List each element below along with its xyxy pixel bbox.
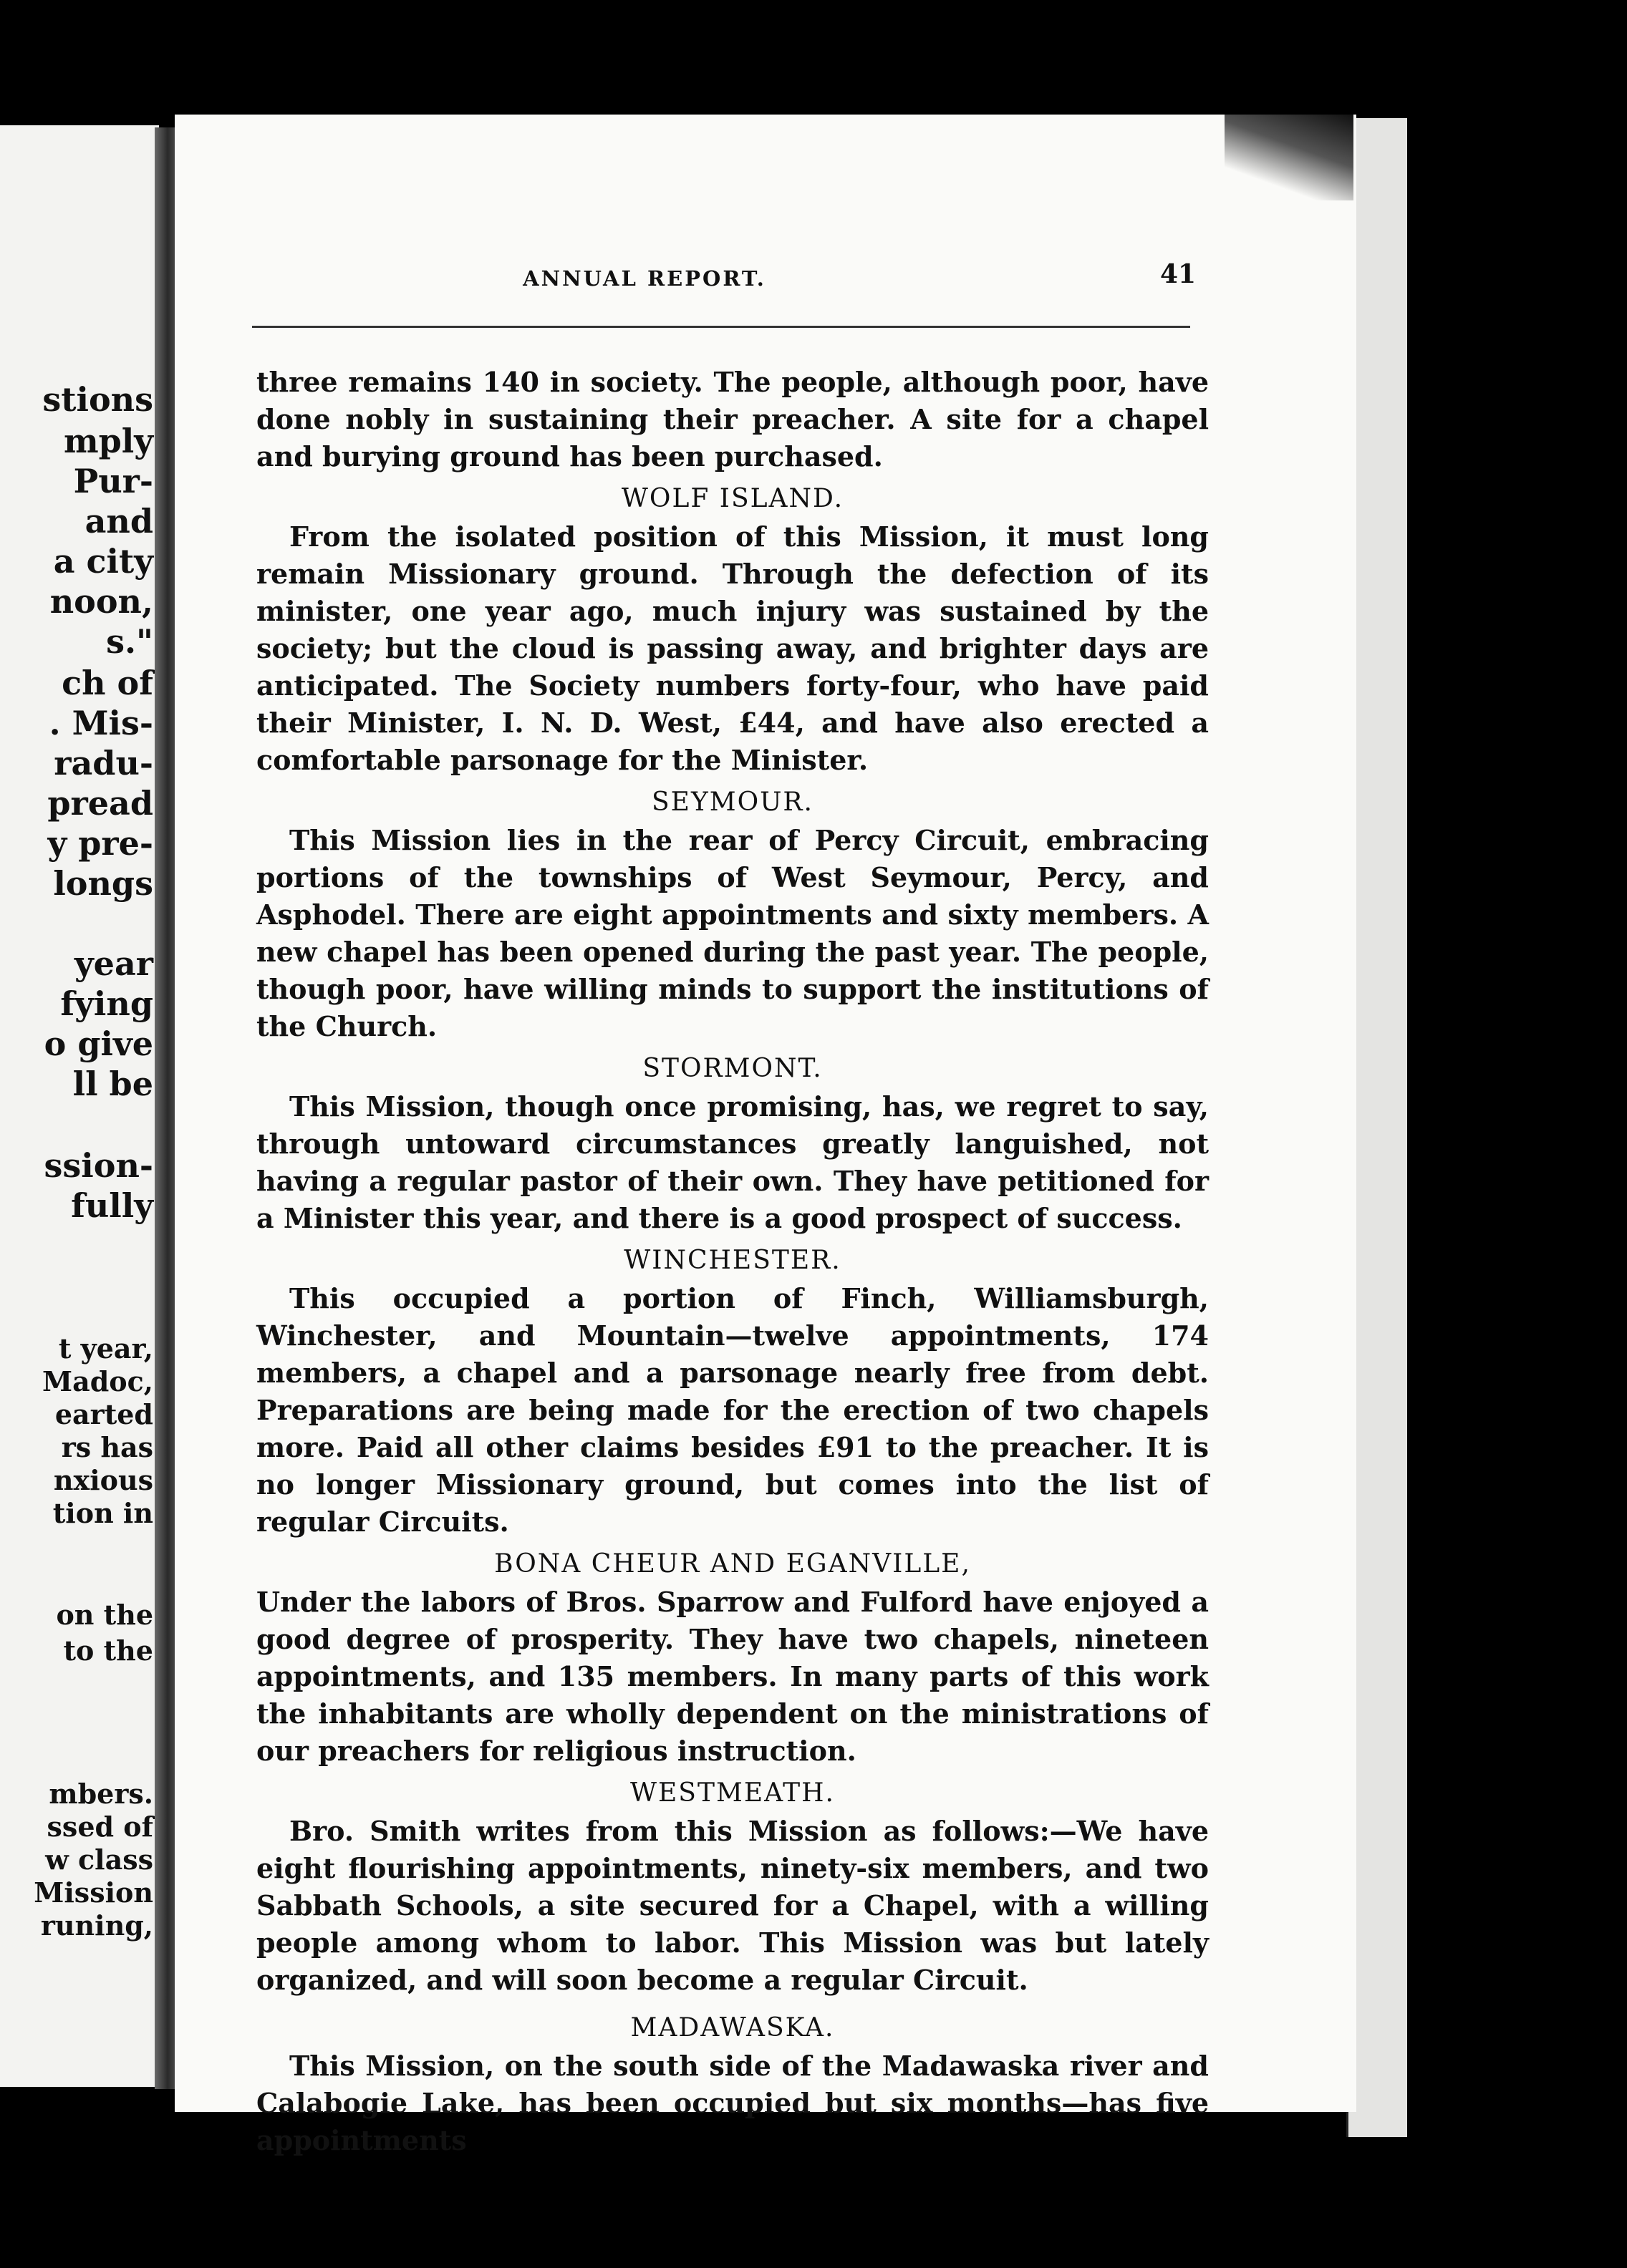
facing-text-fragment: s." [106, 622, 153, 661]
section-paragraph: This Mission, on the south side of the Madawaska river and Calabogie Lake, has been occupied but six months—has five appointments [256, 2050, 1209, 2156]
header-rule [252, 326, 1190, 328]
section-paragraph: This Mission, though once promising, has, we regret to say, through untoward circumstances greatly languished, not having a regular pastor of their own. They have petitioned for a Minister this year, and there is a good prospect of success. [256, 1090, 1209, 1234]
facing-text-fragment: fying [60, 984, 153, 1023]
facing-text-fragment: on the [56, 1599, 153, 1631]
book-gutter [155, 127, 176, 2089]
facing-text-fragment: radu- [54, 744, 153, 782]
section-paragraph: From the isolated position of this Mission, it must long remain Missionary ground. Through the defection of its minister, one year ago, much injury was sustained by the society; but the cloud is passing away, and brighter days are anticipated. The Society numbers forty-four, who have paid their Minister, I. N. D. West, £44, and have also erected a comfortable parsonage for the Minister. [256, 520, 1209, 776]
facing-text-fragment: nxious [53, 1464, 153, 1496]
facing-text-fragment: o give [44, 1024, 153, 1063]
section-heading: MADAWASKA. [630, 2013, 835, 2042]
facing-text-fragment: Pur- [73, 462, 153, 500]
section-paragraph: This occupied a portion of Finch, Williamsburgh, Winchester, and Mountain—twelve appointments, 174 members, a chapel and a parsonage nearly free from debt. Preparations are being made for the erection of two chapels more. Paid all other claims besides £91 to the preacher. It is no longer Missionary ground, but comes into the list of regular Circuits. [256, 1282, 1209, 1538]
facing-text-fragment: pread [47, 784, 153, 823]
facing-text-fragment: mply [63, 422, 153, 460]
facing-text-fragment: earted [54, 1398, 153, 1430]
facing-text-fragment: longs [53, 864, 153, 903]
page-corner-shadow [1225, 115, 1353, 200]
facing-text-fragment: Mission [34, 1876, 153, 1909]
facing-text-fragment: a city [53, 542, 153, 581]
facing-text-fragment: and [85, 502, 153, 541]
facing-text-fragment: Madoc, [42, 1365, 153, 1397]
facing-text-fragment: year [74, 944, 153, 983]
facing-text-fragment: y pre- [47, 824, 153, 863]
facing-text-fragment: ssed of [47, 1811, 153, 1843]
facing-text-fragment: fully [71, 1186, 153, 1225]
section-heading: WESTMEATH. [630, 1778, 835, 1808]
running-head: ANNUAL REPORT. [523, 266, 766, 291]
section-heading: BONA CHEUR AND EGANVILLE, [494, 1549, 971, 1579]
facing-text-fragment: noon, [49, 582, 153, 621]
facing-text-fragment: ll be [72, 1065, 153, 1103]
facing-text-fragment: ch of [62, 664, 153, 702]
facing-text-fragment: stions [42, 380, 153, 419]
facing-text-fragment: to the [63, 1634, 153, 1667]
section-heading: WOLF ISLAND. [621, 484, 844, 513]
page-body [256, 364, 1209, 2159]
section-heading: STORMONT. [642, 1054, 823, 1083]
facing-text-fragment: w class [45, 1843, 153, 1876]
facing-page [0, 125, 159, 2087]
section-paragraph: Under the labors of Bros. Sparrow and Fulford have enjoyed a good degree of prosperity. They have two chapels, nineteen appointments, and 135 members. In many parts of this work the inhabitants are wholly dependent on the ministrations of our preachers for religious instruction. [256, 1586, 1209, 1767]
page-number: 41 [1160, 259, 1197, 289]
facing-text-fragment: rs has [61, 1431, 153, 1463]
section-heading: SEYMOUR. [652, 788, 814, 817]
facing-text-fragment: tion in [52, 1497, 153, 1529]
facing-text-fragment: mbers. [49, 1778, 153, 1810]
section-paragraph: Bro. Smith writes from this Mission as follows:—We have eight flourishing appointments, ninety-six members, and two Sabbath Schools, a site secured for a Chapel, with a willing people among whom to labor. This Mission was but lately organized, and will soon become a regular Circuit. [256, 1815, 1209, 1996]
section-paragraph: This Mission lies in the rear of Percy Circuit, embracing portions of the townships of West Seymour, Percy, and Asphodel. There are eight appointments and sixty members. A new chapel has been opened during the past year. The people, though poor, have willing minds to support the institutions of the Church. [256, 824, 1209, 1042]
facing-text-fragment: ssion- [44, 1146, 153, 1185]
facing-text-fragment: . Mis- [49, 704, 153, 742]
facing-text-fragment: runing, [40, 1909, 153, 1942]
facing-text-fragment: t year, [58, 1332, 153, 1365]
intro-paragraph: three remains 140 in society. The people, although poor, have done nobly in sustaining their preacher. A site for a chapel and burying ground has been purchased. [256, 366, 1209, 472]
section-heading: WINCHESTER. [624, 1246, 841, 1275]
